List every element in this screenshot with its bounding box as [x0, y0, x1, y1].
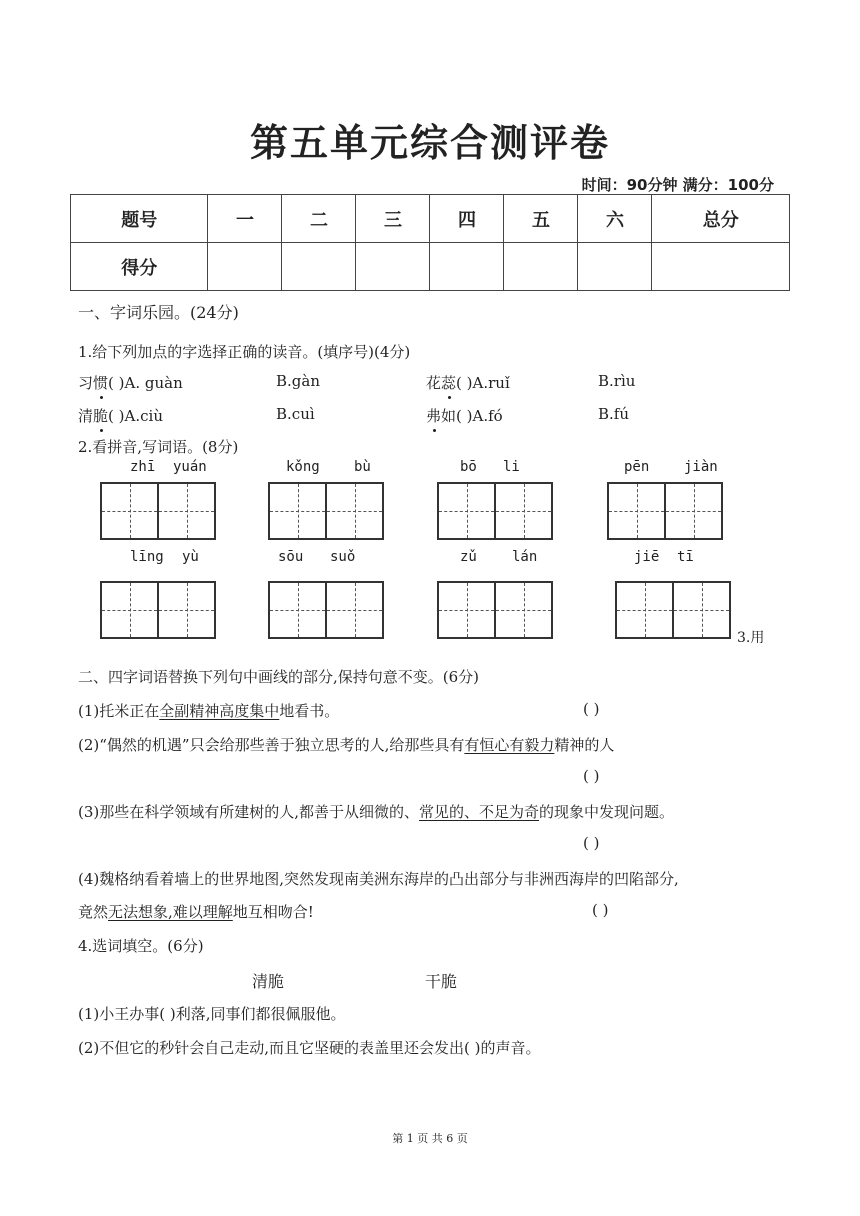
writing-grid[interactable] [615, 581, 731, 639]
pinyin: pēn [624, 459, 650, 475]
header-cell: 六 [578, 195, 652, 243]
writing-grid[interactable] [100, 482, 216, 540]
question-stem: 4.选词填空。(6分) [78, 937, 204, 955]
pinyin: li [503, 459, 520, 475]
pronunciation-item: 清脆( )A.ciù [78, 407, 163, 425]
pinyin: jiàn [684, 459, 718, 475]
header-cell: 题号 [71, 195, 208, 243]
word-choice: 干脆 [425, 972, 458, 991]
writing-grid[interactable] [268, 482, 384, 540]
dotted-char: 弗 [426, 407, 442, 425]
row-label: 得分 [71, 243, 208, 291]
page-title: 第五单元综合测评卷 [249, 121, 610, 165]
answer-blank[interactable]: ( ) [583, 834, 600, 852]
pronunciation-item: 弗如( )A.fó [426, 407, 503, 425]
answer-blank[interactable]: ( ) [583, 700, 600, 718]
pinyin: yù [182, 549, 199, 565]
pinyin: kǒng [286, 459, 320, 475]
pronunciation-item: 花蕊( )A.ruǐ [426, 374, 510, 392]
header-cell: 四 [430, 195, 504, 243]
option-b: B.gàn [276, 372, 320, 390]
sentence-4-line-2: 竟然无法想象,难以理解地互相吻合! [78, 903, 314, 921]
pinyin: jiē [634, 549, 660, 565]
underlined-phrase: 无法想象,难以理解 [108, 903, 233, 921]
header-cell: 二 [282, 195, 356, 243]
exam-info: 时间：90分钟 满分：100分 [581, 176, 774, 194]
pinyin: bō [460, 459, 477, 475]
underlined-phrase: 有恒心有毅力 [464, 736, 555, 754]
pinyin: tī [677, 549, 694, 565]
header-cell: 总分 [652, 195, 790, 243]
pinyin: zǔ [460, 549, 477, 565]
pinyin: yuán [173, 459, 207, 475]
sentence-1: (1)托米正在全副精神高度集中地看书。 [78, 702, 340, 720]
word-choice: 清脆 [252, 972, 285, 991]
pinyin: lán [512, 549, 538, 565]
score-cell[interactable] [208, 243, 282, 291]
page-footer: 第 1 页 共 6 页 [392, 1132, 468, 1145]
writing-grid[interactable] [268, 581, 384, 639]
fill-sentence-2: (2)不但它的秒针会自己走动,而且它坚硬的表盖里还会发出( )的声音。 [78, 1039, 541, 1057]
question-stem: 1.给下列加点的字选择正确的读音。(填序号)(4分) [78, 343, 411, 361]
option-b: B.fú [598, 405, 630, 423]
pinyin: līng [130, 549, 164, 565]
score-cell[interactable] [356, 243, 430, 291]
option-b: B.rìu [598, 372, 636, 390]
writing-grid[interactable] [437, 482, 553, 540]
pinyin: bù [354, 459, 371, 475]
dotted-char: 脆 [93, 407, 109, 425]
option-b: B.cuì [276, 405, 315, 423]
score-table-header-row [71, 195, 790, 243]
header-cell: 三 [356, 195, 430, 243]
score-cell[interactable] [430, 243, 504, 291]
dotted-char: 蕊 [441, 374, 457, 392]
header-cell: 一 [208, 195, 282, 243]
pinyin: suǒ [330, 549, 356, 565]
question-stem: 2.看拼音,写词语。(8分) [78, 438, 239, 456]
writing-grid[interactable] [100, 581, 216, 639]
writing-grid[interactable] [437, 581, 553, 639]
score-cell[interactable] [652, 243, 790, 291]
score-cell[interactable] [504, 243, 578, 291]
score-cell[interactable] [282, 243, 356, 291]
score-table [70, 194, 790, 291]
sentence-4-line-1: (4)魏格纳看着墙上的世界地图,突然发现南美洲东海岸的凸出部分与非洲西海岸的凹陷部分, [78, 870, 679, 888]
question-stem: 二、四字词语替换下列句中画线的部分,保持句意不变。(6分) [78, 668, 480, 686]
sentence-3: (3)那些在科学领域有所建树的人,都善于从细微的、常见的、不足为奇的现象中发现问题。 [78, 803, 675, 821]
section-heading: 一、字词乐园。(24分) [78, 303, 239, 322]
sentence-2: (2)“偶然的机遇”只会给那些善于独立思考的人,给那些具有有恒心有毅力精神的人 [78, 736, 615, 754]
writing-grid[interactable] [607, 482, 723, 540]
pronunciation-item: 习惯( )A. guàn [78, 374, 183, 392]
dotted-char: 惯 [93, 374, 109, 392]
question-number-trail: 3.用 [737, 630, 765, 646]
fill-sentence-1: (1)小王办事( )利落,同事们都很佩服他。 [78, 1005, 346, 1023]
answer-blank[interactable]: ( ) [583, 767, 600, 785]
header-cell: 五 [504, 195, 578, 243]
underlined-phrase: 全副精神高度集中 [159, 702, 280, 720]
score-table-score-row [71, 243, 790, 291]
answer-blank[interactable]: ( ) [592, 901, 609, 919]
pinyin: zhī [130, 459, 156, 475]
underlined-phrase: 常见的、不足为奇 [419, 803, 540, 821]
pinyin: sōu [278, 549, 304, 565]
score-cell[interactable] [578, 243, 652, 291]
